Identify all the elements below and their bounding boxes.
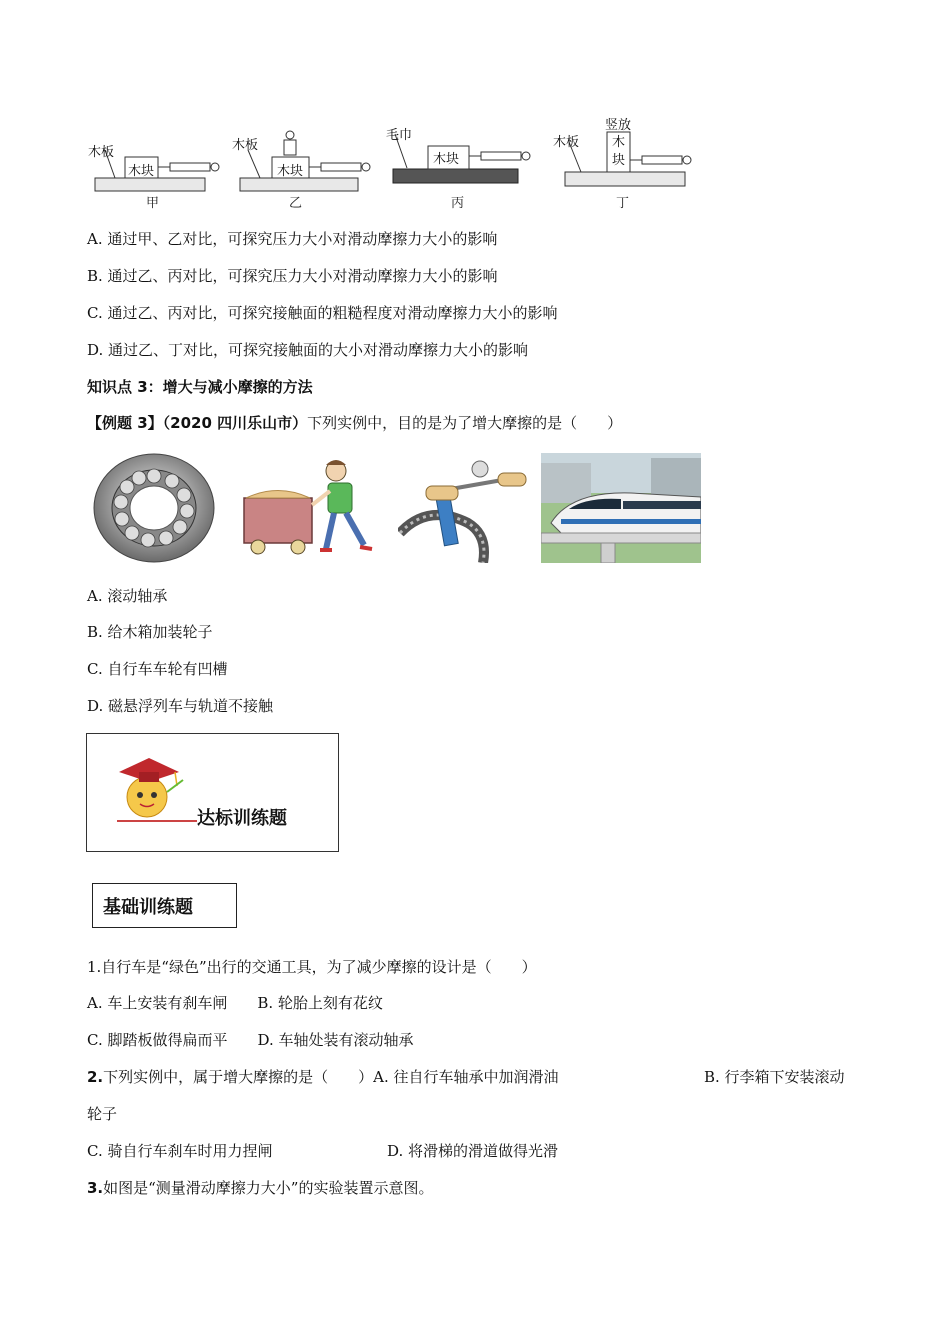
- example3-option-c: C. 自行车车轮有凹槽: [87, 660, 228, 678]
- q1-options-row2: C. 脚踏板做得扁而平 D. 车轴处装有滚动轴承: [87, 1031, 414, 1049]
- q3-line: [87, 1178, 433, 1198]
- maglev-train-image: [541, 453, 701, 563]
- basic-training-box: [92, 883, 237, 928]
- example3-source: （2020 四川乐山市）: [162, 414, 308, 432]
- panel-ding-extra-label: 竖放: [605, 118, 632, 133]
- q2-line: [87, 1067, 559, 1087]
- example3-option-b: B. 给木箱加装轮子: [87, 623, 213, 641]
- panel-ding: [565, 132, 691, 186]
- panel-bing-block-label: 木块: [433, 152, 460, 167]
- q2-option-c: C. 骑自行车刹车时用力捏闸: [87, 1142, 273, 1160]
- banner-title: 达标训练题: [197, 808, 287, 829]
- example3-line: [87, 413, 622, 433]
- option-a: A. 通过甲、乙对比，可探究压力大小对滑动摩擦力大小的影响: [87, 230, 498, 248]
- q3-number: 3.: [87, 1179, 104, 1197]
- panel-yi-caption: 乙: [289, 196, 303, 211]
- panel-yi-block-label: 木块: [277, 164, 304, 179]
- knowledge-point-heading: 知识点 3：增大与减小摩擦的方法: [87, 378, 313, 396]
- banner-rule: [117, 820, 197, 822]
- training-banner: [86, 733, 339, 852]
- q2-option-d: D. 将滑梯的滑道做得光滑: [387, 1142, 559, 1160]
- q2-option-b: B. 行李箱下安装滚动: [704, 1068, 845, 1086]
- panel-ding-block-label: 木 块: [612, 135, 626, 168]
- example3-option-a: A. 滚动轴承: [87, 587, 168, 605]
- panel-bing-caption: 丙: [451, 196, 465, 211]
- option-d: D. 通过乙、丁对比，可探究接触面的大小对滑动摩擦力大小的影响: [87, 341, 529, 359]
- panel-jia-caption: 甲: [146, 196, 160, 211]
- q2-number: 2.: [87, 1068, 104, 1086]
- panel-bing-surface-label: 毛巾: [386, 128, 413, 143]
- example3-stem: 下列实例中，目的是为了增大摩擦的是（ ）: [307, 414, 623, 432]
- q1-stem: 1.自行车是“绿色”出行的交通工具，为了减少摩擦的设计是（ ）: [87, 958, 537, 976]
- q2-stem: 下列实例中，属于增大摩擦的是（ ）A. 往自行车轴承中加润滑油: [103, 1068, 559, 1086]
- panel-ding-caption: 丁: [616, 196, 630, 211]
- option-c: C. 通过乙、丙对比，可探究接触面的粗糙程度对滑动摩擦力大小的影响: [87, 304, 558, 322]
- panel-jia-surface-label: 木板: [88, 145, 115, 160]
- example3-tag: 【例题 3】: [87, 414, 163, 432]
- q2-option-b-continued: 轮子: [87, 1105, 118, 1123]
- basic-training-title: 基础训练题: [103, 897, 193, 918]
- panel-bing: [393, 134, 530, 183]
- panel-yi-surface-label: 木板: [232, 138, 259, 153]
- option-b: B. 通过乙、丙对比，可探究压力大小对滑动摩擦力大小的影响: [87, 267, 498, 285]
- ball-bearing-image: [92, 453, 217, 563]
- wheeled-cart-image: [240, 453, 380, 563]
- example3-option-d: D. 磁悬浮列车与轨道不接触: [87, 697, 274, 715]
- q3-stem: 如图是“测量滑动摩擦力大小”的实验装置示意图。: [103, 1179, 434, 1197]
- q1-options-row1: A. 车上安装有刹车闸 B. 轮胎上刻有花纹: [87, 994, 383, 1012]
- bicycle-wheel-image: [398, 453, 533, 563]
- graduate-mascot-icon: [109, 752, 189, 822]
- panel-yi: [240, 131, 370, 191]
- panel-jia-block-label: 木块: [128, 164, 155, 179]
- panel-ding-surface-label: 木板: [553, 135, 580, 150]
